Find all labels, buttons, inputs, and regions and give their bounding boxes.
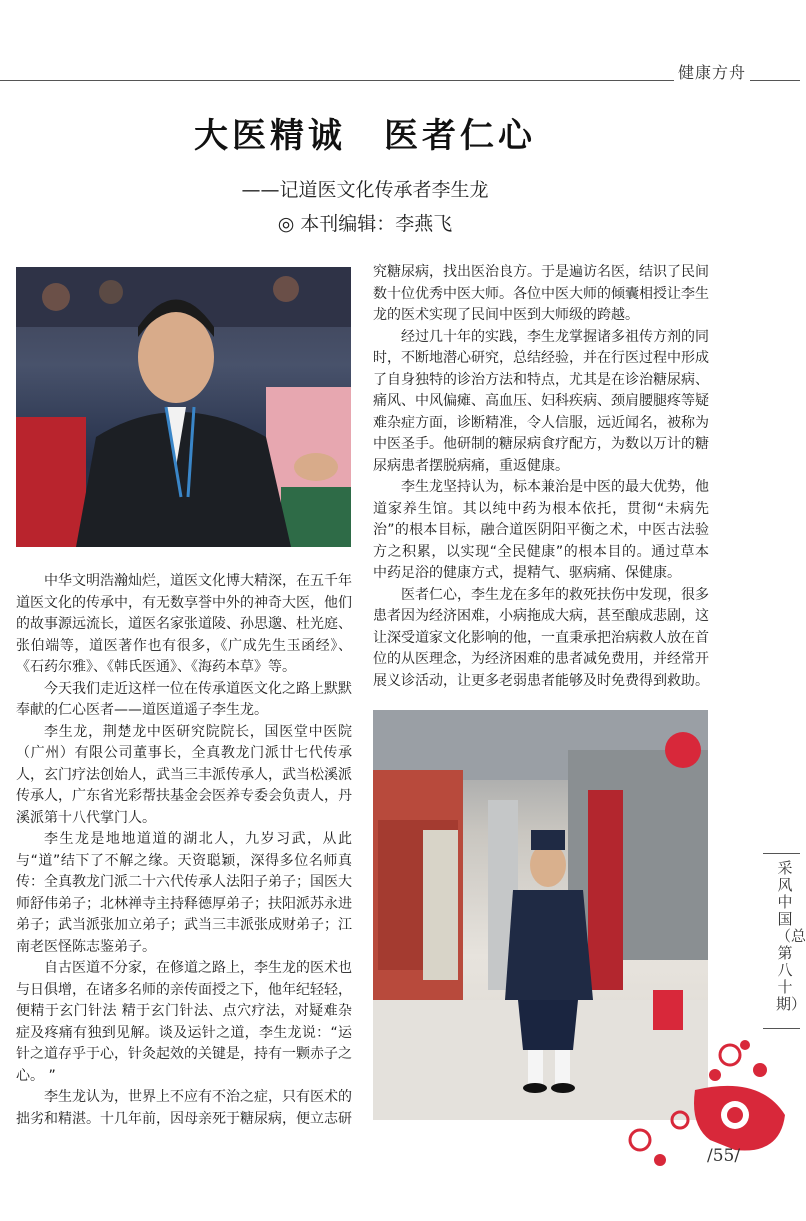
sidebar-rule: [763, 853, 800, 854]
portrait-illustration: [16, 267, 351, 547]
issue-label: 采风中国（总第八十期）: [776, 859, 806, 1013]
paragraph: 今天我们走近这样一位在传承道医文化之路上默默奉献的仁心医者——道医道遥子李生龙。: [16, 680, 352, 718]
article-title: 大医精诚 医者仁心: [194, 116, 536, 156]
paragraph: 李生龙坚持认为，标本兼治是中医的最大优势，他道家养生馆。其以纯中药为根本依托，贯彻“未病先治”的根本目标，融合道医阴阳平衡之术，中医古法验方之积累，以实现“全民健康”的根本目的。通过草本中药足浴的健康方式，提精气、驱病痛、保健康。: [373, 479, 709, 581]
paragraph: 经过几十年的实践，李生龙掌握诸多祖传方剂的同时，不断地潜心研究，总结经验，并在行医过程中形成了自身独特的诊治方法和特点，尤其是在诊治糖尿病、痛风、中风偏瘫、高血压、妇科疾病、颈肩腰腿疼等疑难杂症方面，诊断精准，令人信服，远近闻名，被称为中医圣手。他研制的糖尿病食疗配方，为数以万计的糖尿病患者摆脱病痛，重返健康。: [373, 328, 709, 474]
paragraph: 医者仁心，李生龙在多年的救死扶伤中发现，很多患者因为经济困难，小病拖成大病，甚至酿成悲剧，这让深受道家文化影响的他，一直秉承把治病救人放在首位的从医理念，为经济困难的患者减免费用，并经常开展义诊活动，让更多老弱患者能够及时免费得到救助。: [373, 586, 709, 689]
paragraph: 李生龙，荆楚龙中医研究院院长，国医堂中医院（广州）有限公司董事长，全真教龙门派廿七代传承人，玄门疗法创始人，武当三丰派传承人，武当松溪派传承人，广东省光彩帮扶基金会医养专委会负责人，丹溪派第十八代掌门人。: [16, 723, 352, 826]
article-subtitle: ——记道医文化传承者李生龙: [241, 179, 489, 201]
article-editor: ◎ 本刊编辑：李燕飞: [277, 213, 453, 235]
right-column: [373, 262, 709, 692]
paragraph: 自古医道不分家，在修道之路上，李生龙的医术也与日俱增，在诸多名师的亲传面授之下，他年纪轻轻，便精于玄门针法 精于玄门针法、点穴疗法，对疑难杂症及疼痛有独到见解。谈及运针之道，李生龙说：“运针之道存乎于心，针灸起效的关键是，持有一颗赤子之心。 ”: [16, 960, 352, 1084]
left-column: [16, 571, 352, 1130]
page-number: /55/: [707, 1146, 741, 1166]
section-label: 健康方舟: [674, 60, 750, 83]
paragraph: 李生龙认为，世界上不应有不治之症，只有医术的拙劣和精湛。十几年前，因母亲死于糖尿病，便立志研: [16, 1089, 352, 1127]
paragraph-continued: 究糖尿病，找出医治良方。于是遍访名医，结识了民间数十位优秀中医大师。各位中医大师的倾囊相授让李生龙的医术实现了民间中医到大师级的跨越。: [373, 264, 709, 323]
paragraph: 李生龙是地地道道的湖北人，九岁习武，从此与“道”结下了不解之缘。天资聪颖，深得多位名师真传：全真教龙门派二十六代传承人法阳子弟子；国医大师舒伟弟子；北林禅寺主持释德厚弟子；扶阳派苏永进弟子；武当派张加立弟子；武当三丰派张成财弟子；江南老医怪陈志鉴弟子。: [16, 831, 352, 955]
portrait-photo: [16, 267, 351, 547]
paragraph: 中华文明浩瀚灿烂，道医文化博大精深，在五千年道医文化的传承中，有无数享誉中外的神奇大医，他们的故事源远流长，道医名家张道陵、孙思邈、杜光庭、张伯端等，道医著作也有很多，《广成先生玉函经》、《石药尔雅》、《韩氏医通》、《海药本草》等。: [16, 573, 352, 675]
sidebar-rule: [763, 1028, 800, 1029]
